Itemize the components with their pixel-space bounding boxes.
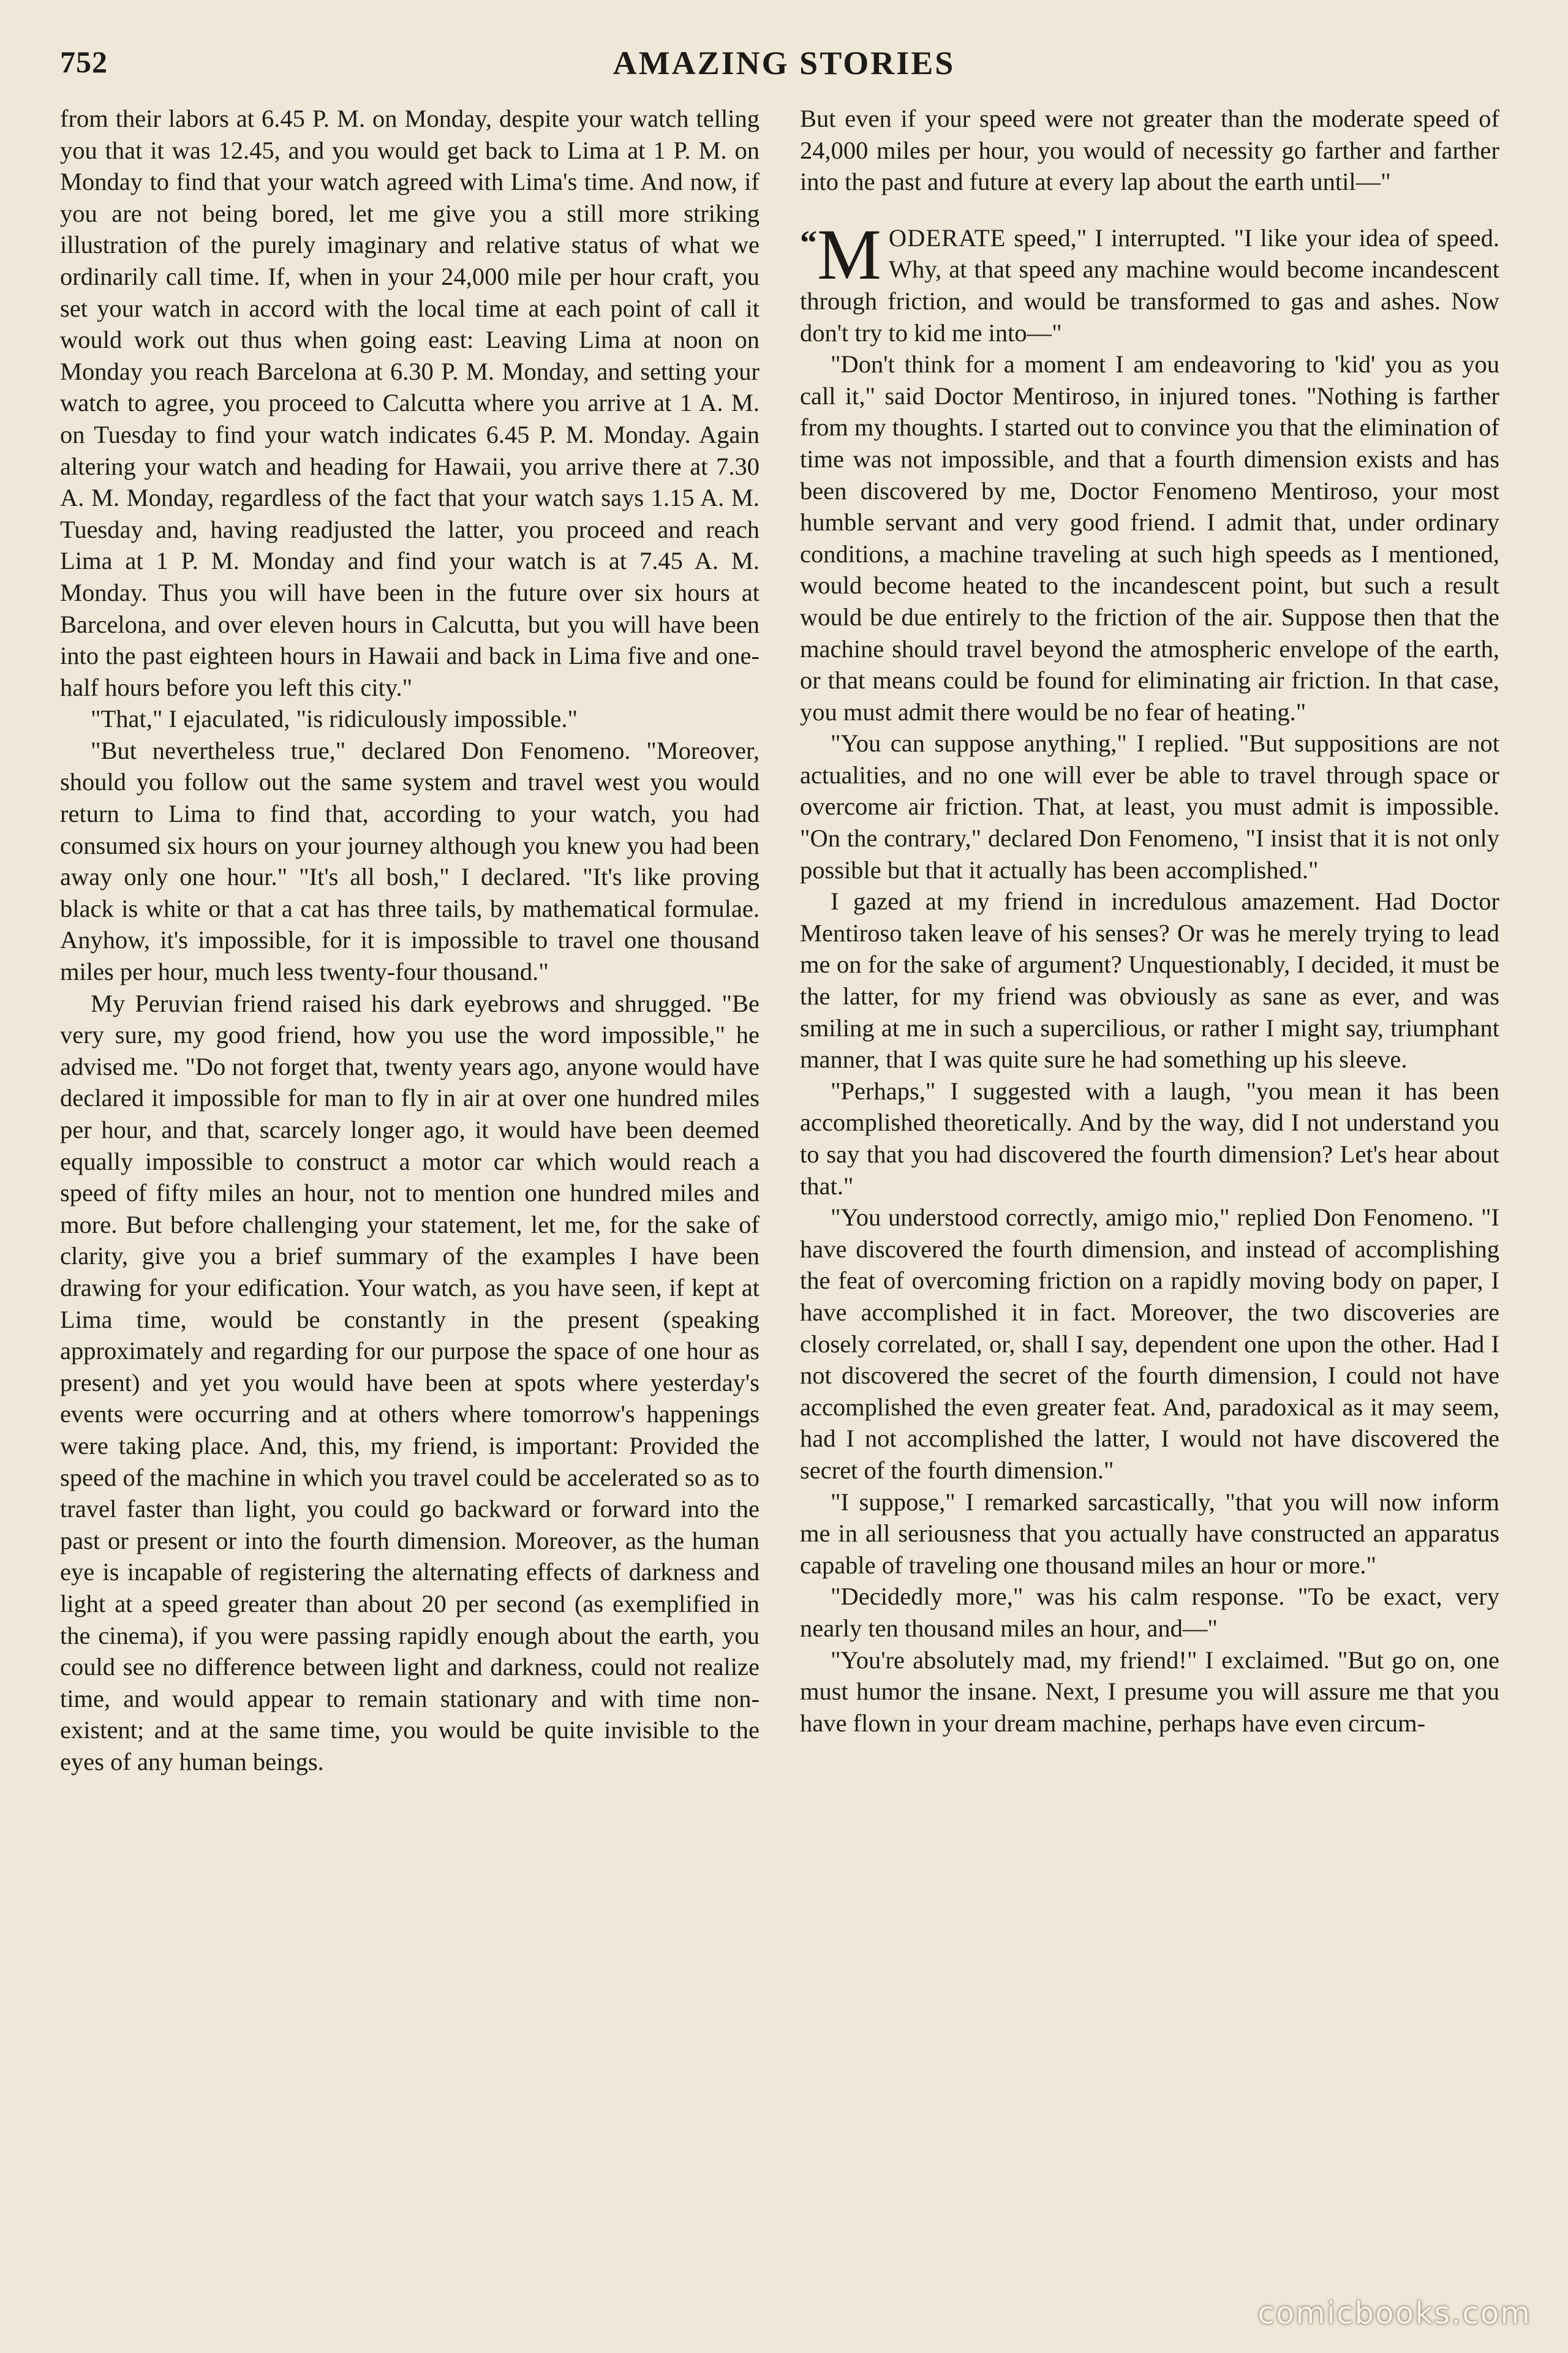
small-caps-word: ODERATE — [888, 224, 1006, 252]
paragraph: "You understood correctly, amigo mio," replied Don Fenomeno. "I have discovered the fourth dimension, and instead of accomplishing the feat of overcoming friction on a rapidly moving body on paper, I have accomplished it in fact. Moreover, the two discoveries are closely correlated, or, shall I say, dependent one upon the other. Had I not discovered the secret of the fourth dimension, I could not have accomplished the even greater feat. And, paradoxical as it may seem, had I not accomplished the latter, I would not have discovered the secret of the fourth dimension." — [800, 1203, 1499, 1484]
paragraph: But even if your speed were not greater than the moderate speed of 24,000 miles per hour, you would of necessity go farther and farther into the past and future at every lap about the earth until—" — [800, 105, 1499, 196]
paragraph: "Perhaps," I suggested with a laugh, "you mean it has been accomplished theoretically. And by the way, did I not understand you to say that you had discovered the fourth dimension? Let's hear about that." — [800, 1077, 1499, 1200]
drop-cap — [800, 214, 881, 295]
page-header — [60, 44, 1508, 88]
paragraph: "I suppose," I remarked sarcastically, "that you will now inform me in all seriousness that you actually have constructed an apparatus capable of traveling one thousand miles an hour or more." — [800, 1488, 1499, 1579]
left-column — [60, 103, 760, 2271]
paragraph: I gazed at my friend in incredulous amazement. Had Doctor Mentiroso taken leave of his senses? Or was he merely trying to lead me on for the sake of argument? Unquestionably, I decided, it must be the latter, for my friend was obviously as sane as ever, and was smiling at me in such a supercilious, or rather I might say, triumphant manner, that I was quite sure he had something up his sleeve. — [800, 887, 1499, 1074]
magazine-title: AMAZING STORIES — [612, 45, 956, 81]
drop-cap-letter: M — [817, 214, 881, 295]
paragraph: "You can suppose anything," I replied. "But suppositions are not actualities, and no one will ever be able to travel through space or overcome air friction. That, at least, you must admit is impossible. "On the contrary," declared Don Fenomeno, "I insist that it is not only possible but that it actually has been accomplished." — [800, 729, 1499, 884]
paragraph-text: speed," I interrupted. "I like your idea of speed. Why, at that speed any machine would become incandescent through friction, and would be transformed to gas and ashes. Now don't try to kid me into—" — [800, 224, 1499, 347]
paragraph: "You're absolutely mad, my friend!" I exclaimed. "But go on, one must humor the insane. Next, I presume you will assure me that you have flown in your dream machine, perhaps have even circum- — [800, 1646, 1499, 1737]
paragraph: "Decidedly more," was his calm response. "To be exact, very nearly ten thousand miles an hour, and—" — [800, 1583, 1499, 1642]
section-opening-paragraph — [800, 214, 1499, 348]
paragraph: "That," I ejaculated, "is ridiculously impossible." — [91, 705, 578, 733]
paragraph: "But nevertheless true," declared Don Fenomeno. "Moreover, should you follow out the same system and travel west you would return to Lima to find that, according to your watch, you had consumed six hours on your journey although you knew you had been away only one hour." "It's all bosh," I declared. "It's like proving black is white or that a cat has three tails, by mathematical formulae. Anyhow, it's impossible, for it is impossible to travel one thousand miles per hour, much less twenty-four thousand." — [60, 736, 760, 986]
paragraph: from their labors at 6.45 P. M. on Monday, despite your watch telling you that it was 12.45, and you would get back to Lima at 1 P. M. on Monday to find that your watch agreed with Lima's time. And now, if you are not being bored, let me give you a still more striking illustration of the purely imaginary and relative status of what we ordinarily call time. If, when in your 24,000 mile per hour craft, you set your watch in accord with the local time at each point of call it would work out thus when going east: Leaving Lima at noon on Monday you reach Barcelona at 6.30 P. M. Monday, and setting your watch to agree, you proceed to Calcutta where you arrive at 1 A. M. on Tuesday to find your watch indicates 6.45 P. M. Monday. Again altering your watch and heading for Hawaii, you arrive there at 7.30 A. M. Monday, regardless of the fact that your watch says 1.15 A. M. Tuesday and, having readjusted the latter, you proceed and reach Lima at 1 P. M. Monday and find your watch is at 7.45 A. M. Monday. Thus you will have been in the future over six hours at Barcelona, and over eleven hours in Calcutta, but you will have been into the past eighteen hours in Hawaii and back in Lima five and one-half hours before you left this city." — [60, 105, 760, 701]
page-number: 752 — [60, 45, 108, 79]
right-column — [800, 103, 1499, 2271]
paragraph: My Peruvian friend raised his dark eyebrows and shrugged. "Be very sure, my good friend, how you use the word impossible," he advised me. "Do not forget that, twenty years ago, anyone would have declared it impossible for man to fly in air at over one hundred miles per hour, and that, scarcely longer ago, it would have been deemed equally impossible to construct a motor car which would reach a speed of fifty miles an hour, not to mention one hundred miles and more. But before challenging your statement, let me, for the sake of clarity, give you a brief summary of the examples I have been drawing for your edification. Your watch, as you have seen, if kept at Lima time, would be constantly in the present (speaking approximately and regarding for our purpose the space of one hour as present) and yet you would have been at spots where yesterday's events were occurring and at others where tomorrow's happenings were taking place. And, this, my friend, is important: Provided the speed of the machine in which you travel could be accelerated so as to travel faster than light, you could go backward or forward into the past or present or into the fourth dimension. Moreover, as the human eye is incapable of registering the alternating effects of darkness and light at a speed greater than about 20 per second (as exemplified in the cinema), if you were passing rapidly enough about the earth, you could see no difference between light and darkness, could not realize time, and would appear to remain stationary and with time non-existent; and at the same time, you would be quite invisible to the eyes of any human beings. — [60, 989, 760, 1775]
drop-cap-quote: “ — [800, 224, 817, 262]
watermark: comicbooks.com — [1257, 2295, 1531, 2331]
paragraph: "Don't think for a moment I am endeavoring to 'kid' you as you call it," said Doctor Mentiroso, in injured tones. "Nothing is farther from my thoughts. I started out to convince you that the elimination of time was not impossible, and that a fourth dimension exists and has been discovered by me, Doctor Fenomeno Mentiroso, your most humble servant and very good friend. I admit that, under ordinary conditions, a machine traveling at such high speeds as I mentioned, would become heated to the incandescent point, but such a result would be due entirely to the friction of the air. Suppose then that the machine should travel beyond the atmospheric envelope of the earth, or that means could be found for eliminating air friction. In that case, you must admit there would be no fear of heating." — [800, 350, 1499, 726]
text-columns — [60, 103, 1499, 2271]
